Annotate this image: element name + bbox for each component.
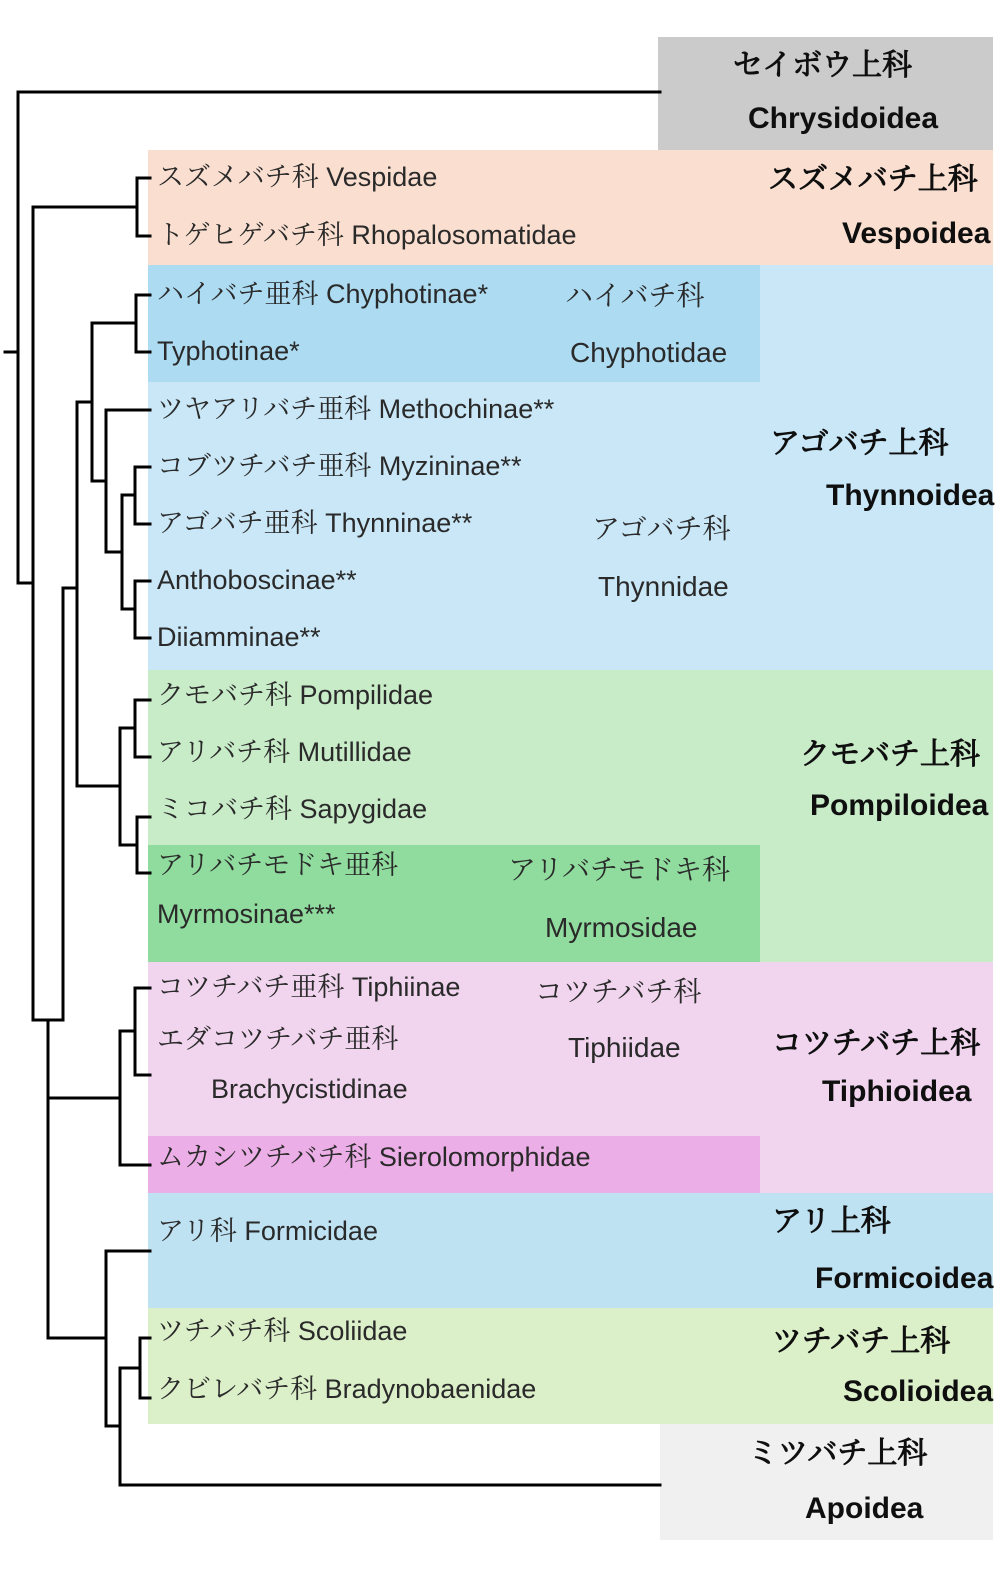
myzininae-pair [135, 467, 150, 524]
tip-anthoboscinae: Anthoboscinae** [157, 565, 357, 595]
superfamily-apoidea-la: Apoidea [805, 1492, 924, 1525]
superfamily-chrysidoidea-la: Chrysidoidea [748, 102, 939, 135]
family-chyphotidae-la: Chyphotidae [570, 337, 728, 368]
tip-mutillidae: アリバチ科 Mutillidae [157, 737, 412, 767]
tip-myrmosinae-line2: Myrmosinae*** [157, 899, 336, 929]
superfamily-thynnoidea-ja: アゴバチ上科 [770, 427, 949, 460]
superfamily-formicoidea-la: Formicoidea [815, 1262, 994, 1295]
superfamily-vespoidea-la: Vespoidea [842, 217, 991, 250]
tiphiinae-pair [135, 988, 150, 1075]
tip-sierolomorphidae: ムカシツチバチ科 Sierolomorphidae [157, 1142, 591, 1172]
pompilidae-pair [135, 700, 150, 757]
vespidae-pair [137, 178, 150, 236]
superfamily-tiphioidea-la: Tiphioidea [822, 1075, 972, 1108]
backbone-node-2 [33, 588, 77, 1020]
tip-bradynobaenidae: クビレバチ科 Bradynobaenidae [157, 1374, 537, 1404]
sapygidae-pair [137, 817, 150, 873]
tip-rhopalosomatidae: トゲヒゲバチ科 Rhopalosomatidae [157, 220, 577, 250]
family-chyphotidae-ja: ハイバチ科 [565, 280, 705, 311]
superfamily-apoidea-ja: ミツバチ上科 [748, 1437, 928, 1470]
tip-myrmosinae-line1: アリバチモドキ亜科 [157, 850, 399, 880]
methochinae-branch [106, 410, 150, 552]
tip-myzininae: コブツチバチ亜科 Myzininae** [157, 451, 522, 481]
family-thynnidae-ja: アゴバチ科 [592, 513, 731, 544]
tip-tiphiinae: コツチバチ亜科 Tiphiinae [157, 972, 461, 1002]
chyphotinae-pair [136, 295, 150, 352]
anthoboscinae-pair [135, 581, 150, 638]
tip-methochinae: ツヤアリバチ亜科 Methochinae** [157, 394, 555, 424]
family-tiphiidae-la: Tiphiidae [568, 1032, 681, 1063]
thynnoidea-pompiloidea-spine [77, 402, 92, 786]
superfamily-scolioidea-ja: ツチバチ上科 [772, 1325, 951, 1358]
myzininae-thynninae-node [122, 495, 135, 609]
superfamily-thynnoidea-la: Thynnoidea [826, 479, 995, 512]
scoliidae-pair [140, 1338, 150, 1398]
tip-brachycistidinae-line2: Brachycistidinae [211, 1074, 408, 1104]
tip-brachycistidinae-line1: エダコツチバチ亜科 [157, 1024, 399, 1054]
tip-pompilidae: クモバチ科 Pompilidae [157, 680, 434, 710]
superfamily-formicoidea-ja: アリ上科 [772, 1205, 891, 1238]
superfamily-chrysidoidea-ja: セイボウ上科 [733, 49, 913, 82]
tip-typhotinae: Typhotinae* [157, 336, 300, 366]
superfamily-pompiloidea-la: Pompiloidea [810, 789, 989, 822]
superfamily-vespoidea-ja: スズメバチ上科 [768, 163, 978, 196]
family-myrmosidae-la: Myrmosidae [545, 912, 698, 943]
tip-sapygidae: ミコバチ科 Sapygidae [157, 794, 428, 824]
tip-chyphotinae: ハイバチ亜科 Chyphotinae* [157, 279, 489, 309]
tip-thynninae: アゴバチ亜科 Thynninae** [157, 508, 473, 538]
tip-vespidae: スズメバチ科 Vespidae [157, 162, 438, 192]
superfamily-tiphioidea-ja: コツチバチ上科 [772, 1027, 981, 1060]
tip-formicidae: アリ科 Formicidae [157, 1216, 378, 1246]
chyphotidae-branch [92, 323, 136, 481]
superfamily-scolioidea-la: Scolioidea [843, 1375, 994, 1408]
tip-scoliidae: ツチバチ科 Scoliidae [157, 1316, 408, 1346]
family-myrmosidae-ja: アリバチモドキ科 [508, 854, 731, 885]
tip-diiamminae: Diiamminae** [157, 622, 321, 652]
family-tiphiidae-ja: コツチバチ科 [535, 976, 702, 1007]
family-thynnidae-la: Thynnidae [598, 571, 729, 602]
superfamily-pompiloidea-ja: クモバチ上科 [800, 738, 980, 771]
